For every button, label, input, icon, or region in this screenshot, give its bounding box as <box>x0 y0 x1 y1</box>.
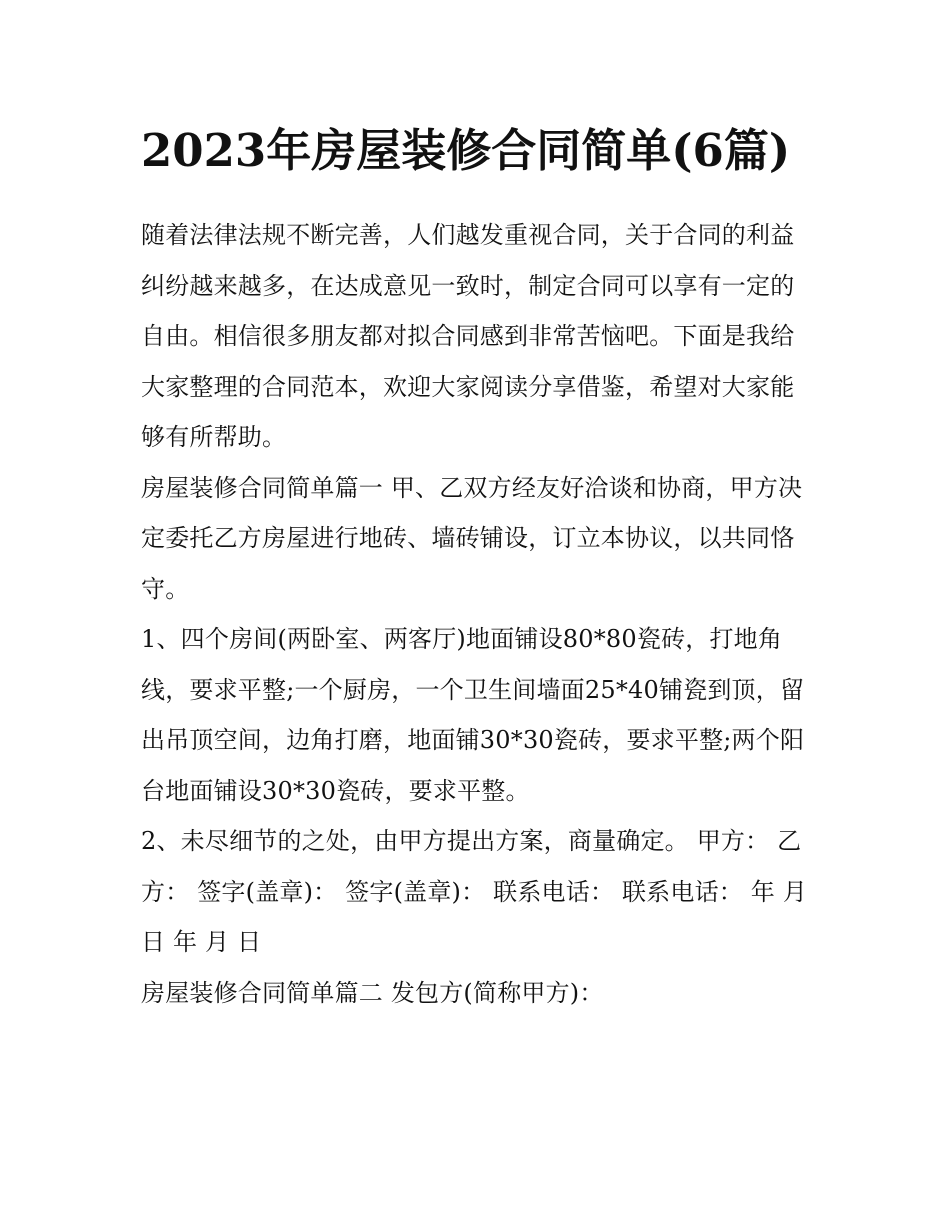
document-body <box>141 210 813 1018</box>
paragraph-clause-2: 2、未尽细节的之处，由甲方提出方案，商量确定。 甲方： 乙方： 签字(盖章)： 签字(盖章)： 联系电话： 联系电话： 年 月 日 年 月 日 <box>141 827 808 956</box>
paragraph-intro: 随着法律法规不断完善，人们越发重视合同，关于合同的利益纠纷越来越多，在达成意见一致时，制定合同可以享有一定的自由。相信很多朋友都对拟合同感到非常苦恼吧。下面是我给大家整理的合同范本，欢迎大家阅读分享借鉴，希望对大家能够有所帮助。 <box>141 221 795 451</box>
document-page <box>141 118 813 1018</box>
paragraph-contract-one: 房屋装修合同简单篇一 甲、乙双方经友好洽谈和协商，甲方决定委托乙方房屋进行地砖、墙砖铺设，订立本协议，以共同恪守。 <box>141 473 803 603</box>
paragraph-contract-two: 房屋装修合同简单篇二 发包方(简称甲方)： <box>141 978 604 1007</box>
document-title: 2023年房屋装修合同简单(6篇) <box>141 124 791 177</box>
paragraph-clause-1: 1、四个房间(两卧室、两客厅)地面铺设80*80瓷砖，打地角线，要求平整;一个厨房，一个卫生间墙面25*40铺瓷到顶，留出吊顶空间，边角打磨，地面铺30*30瓷砖，要求平整;两个阳台地面铺设30*30瓷砖，要求平整。 <box>141 625 805 805</box>
